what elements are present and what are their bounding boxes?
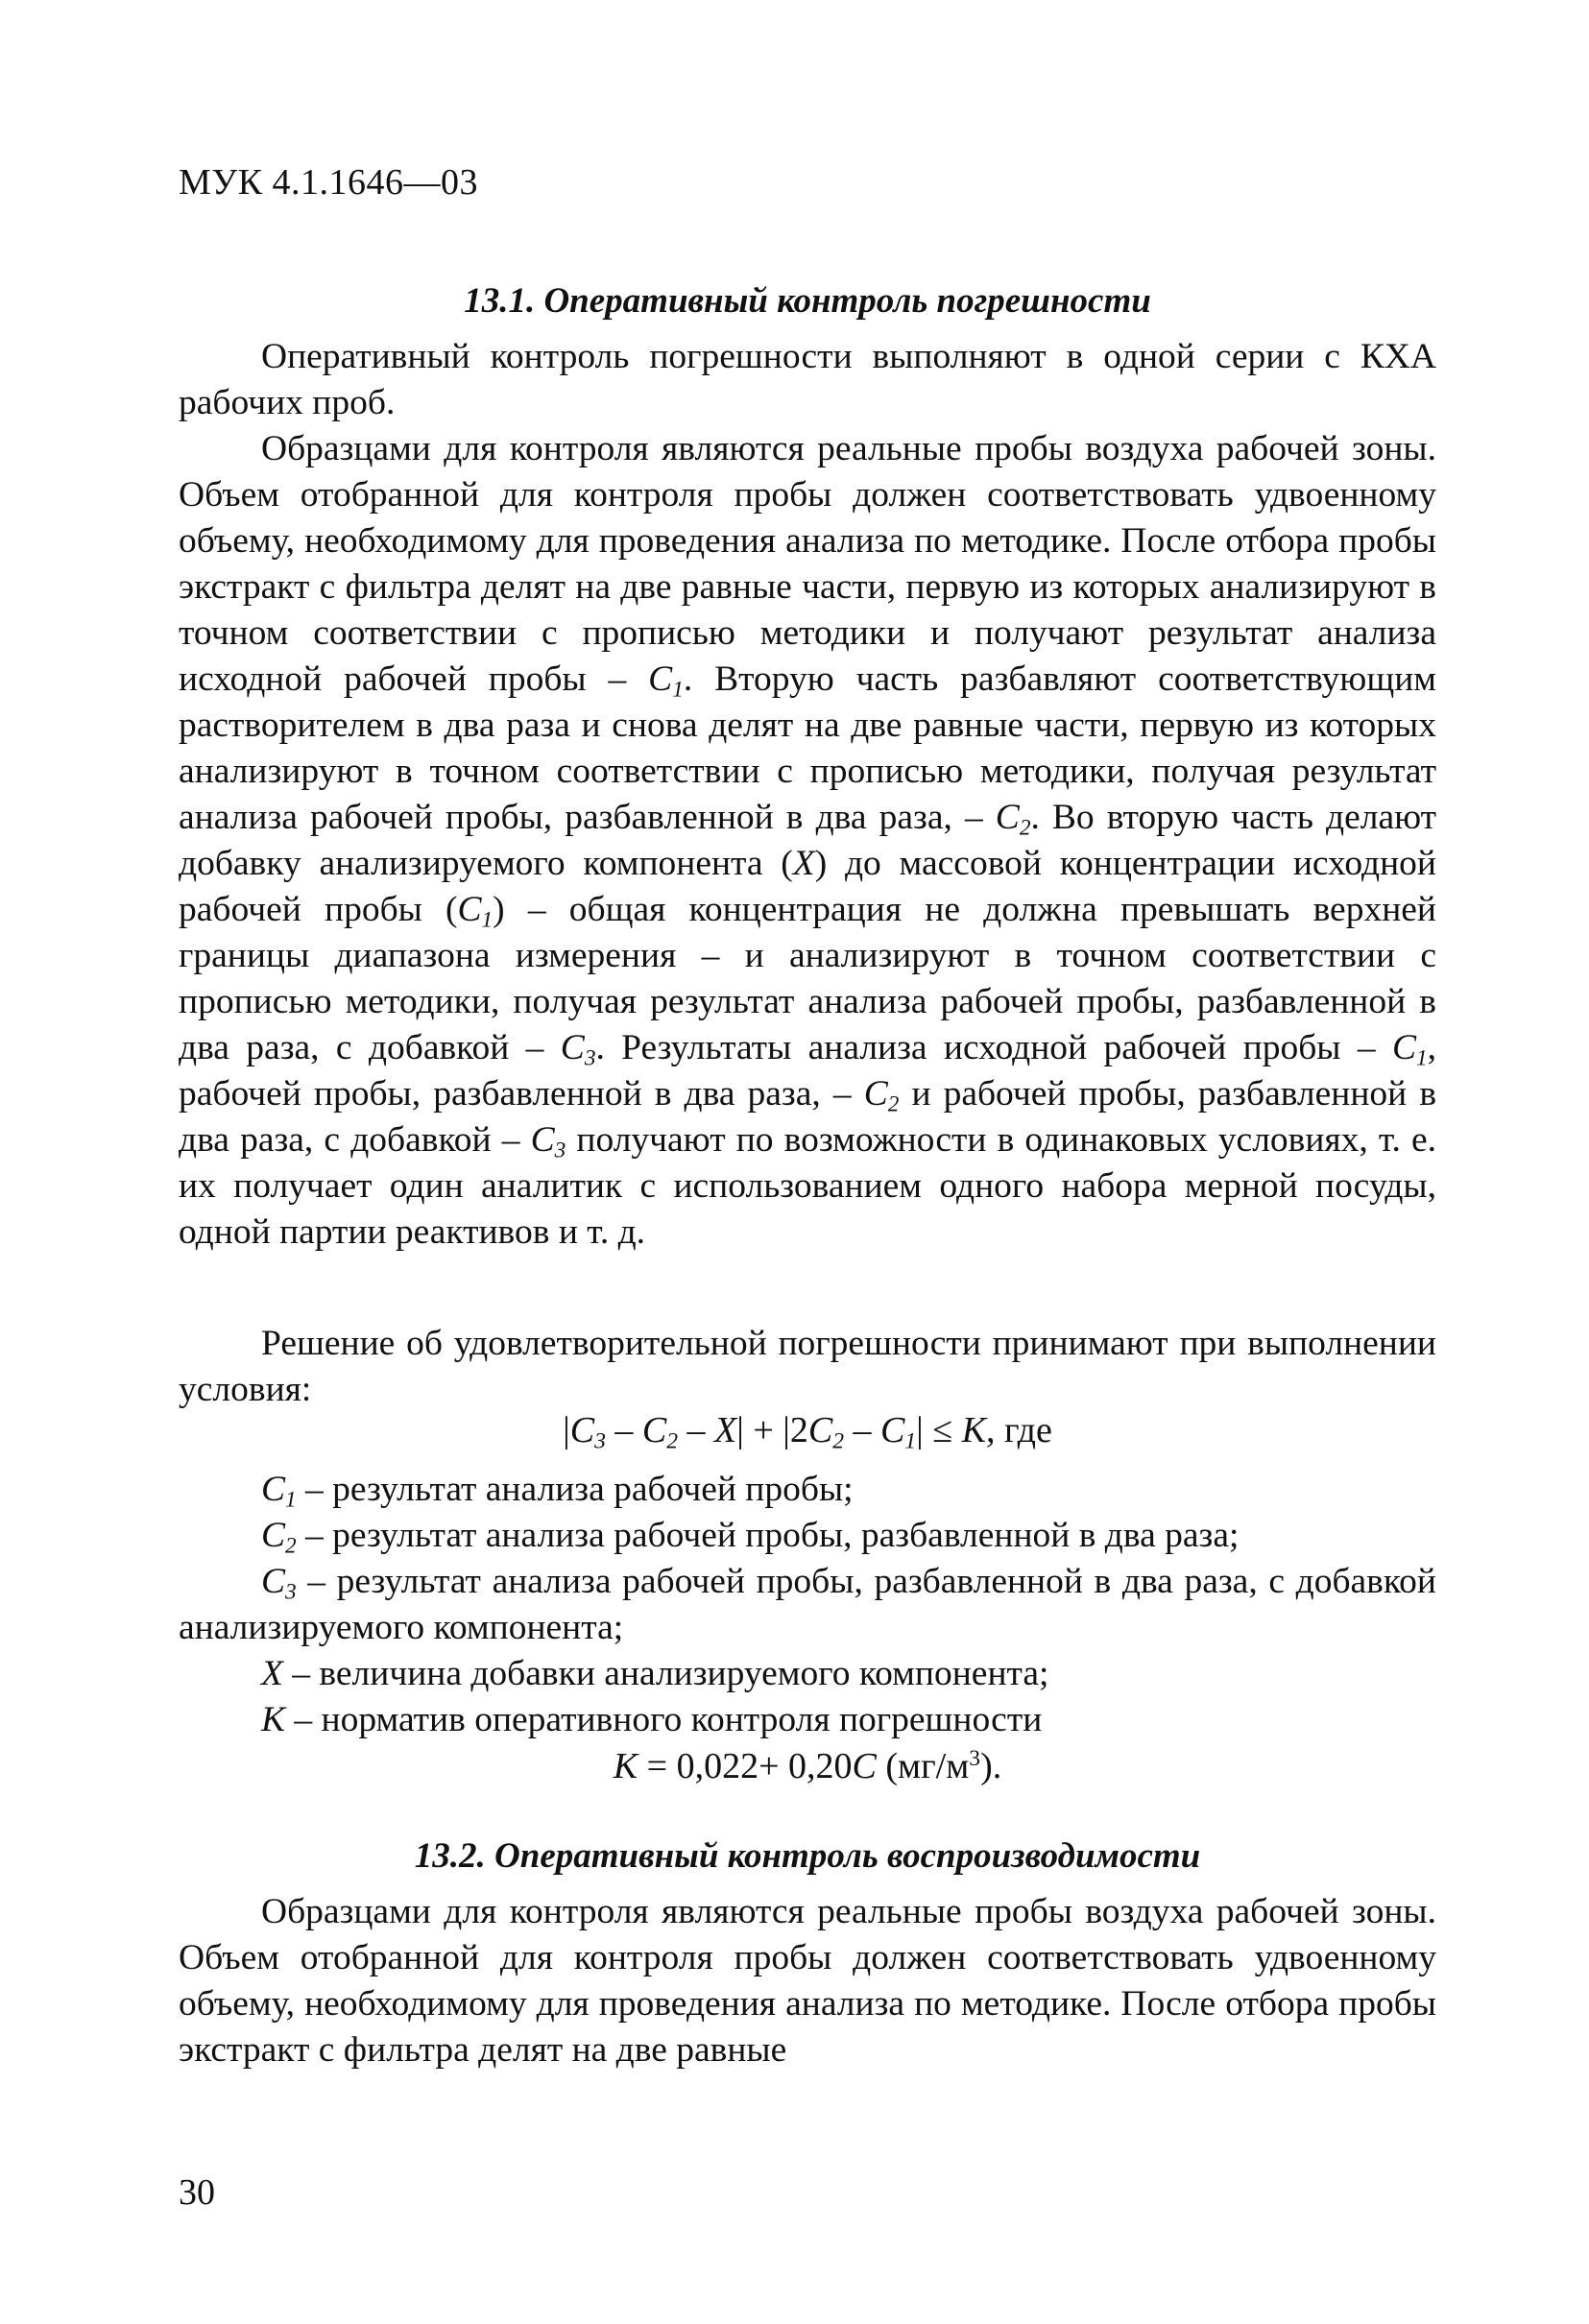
page-number: 30 (179, 2172, 215, 2213)
definition-c3: $C_3$ – результат анализа рабочей пробы, разбавленной в два раза, с добавкой анализируемого компонента; (179, 1562, 1437, 1647)
para2-text-5: ) – общая концентрация не должна превышать верхней границы диапазона измерения – и анализируют в точном соответствии с прописью методики, получая результат анализа рабочей пробы, разбавленной в два раза, с добавкой – (179, 890, 1436, 1067)
para2-text-8: и рабочей пробы, разбавленной в два раза, с добавкой – (179, 1074, 1437, 1160)
definition-c1: $C_1$ – результат анализа рабочей пробы; (261, 1470, 854, 1513)
section-13-1-paragraph-2: Образцами для контроля являются реальные пробы воздуха рабочей зоны. Объем отобранной для контроля пробы должен соответствовать удвоенному объему, необходимому для проведения анализа по методике. После отбора пробы экстракт с фильтра делят на две равные части, первую из которых анализируют в точном соответствии с прописью методики и получают результат анализа исходной рабочей пробы – $C_1$. Вторую часть разбавляют соответствующим растворителем в два раза и снова делят на две равные части, первую из которых анализируют в точном соответствии с прописью методики, получая результат анализа рабочей пробы, разбавленной в два раза, – $C_2$. Во вторую часть делают добавку анализируемого компонента (X) до массовой концентрации исходной рабочей пробы $(C_1)$ – общая концентрация не должна превышать верхней границы диапазона измерения – и анализируют в точном соответствии с прописью методики, получая результат анализа рабочей пробы, разбавленной в два раза, с добавкой – $C_3$. Результаты анализа исходной рабочей пробы – $C_1$, рабочей пробы, разбавленной в два раза, – $C_2$ и рабочей пробы, разбавленной в два раза, с добавкой – $C_3$ получают по возможности в одинаковых условиях, т. е. их получает один аналитик с использованием одного набора мерной посуды, одной партии реактивов и т. д. (179, 429, 1437, 1252)
section-13-1-paragraph-1: Оперативный контроль погрешности выполняют в одной серии с КХА рабочих проб. (179, 337, 1436, 422)
para2-text-3: . Во вторую часть делают добавку анализируемого компонента ( (179, 798, 1437, 883)
para2-text-1: Образцами для контроля являются реальные пробы воздуха рабочей зоны. Объем отобранной для контроля пробы должен соответствовать удвоенному объему, необходимому для проведения анализа по методике. После отбора пробы экстракт с фильтра делят на две равные части, первую из которых анализируют в точном соответствии с прописью методики и получают результат анализа исходной рабочей пробы – (179, 429, 1436, 699)
definition-c2: $C_2$ – результат анализа рабочей пробы, разбавленной в два раза; (261, 1516, 1240, 1559)
para2-text-7: , рабочей пробы, разбавленной в два раза, – (179, 1028, 1437, 1114)
k-norm-formula: K = 0,022+ 0,20C $(мг/м^3)$. (613, 1746, 1002, 1786)
section-13-2-title: 13.2. Оперативный контроль воспроизводимости (414, 1836, 1201, 1876)
definition-x: X – величина добавки анализируемого компонента; (261, 1654, 1049, 1693)
para2-text-4: ) до массовой концентрации исходной рабочей пробы ( (179, 844, 1436, 929)
definition-k: K – норматив оперативного контроля погрешности (261, 1700, 1043, 1739)
error-condition-formula: $|C_3 - C_2 - X| + |2C_2 - C_1| \le K$, где (563, 1410, 1052, 1454)
section-13-1-paragraph-3: Решение об удовлетворительной погрешности принимают при выполнении условия: (179, 1324, 1436, 1409)
section-13-2-paragraph-1: Образцами для контроля являются реальные пробы воздуха рабочей зоны. Объем отобранной для контроля пробы должен соответствовать удвоенному объему, необходимому для проведения анализа по методике. После отбора пробы экстракт с фильтра делят на две равные (179, 1892, 1436, 2070)
formula-suffix: , где (985, 1410, 1052, 1450)
para2-text-6: . Результаты анализа исходной рабочей пробы – (595, 1028, 1376, 1067)
para2-text-2: . Вторую часть разбавляют соответствующим растворителем в два раза и снова делят на две равные части, первую из которых анализируют в точном соответствии с прописью методики, получая результат анализа рабочей пробы, разбавленной в два раза, – (179, 659, 1436, 837)
document-code-header: МУК 4.1.1646—03 (179, 162, 479, 203)
section-13-1-title: 13.1. Оперативный контроль погрешности (464, 281, 1151, 321)
definitions-list (179, 1467, 1436, 1743)
para2-text-9: получают по возможности в одинаковых условиях, т. е. их получает один аналитик с использованием одного набора мерной посуды, одной партии реактивов и т. д. (179, 1120, 1437, 1252)
